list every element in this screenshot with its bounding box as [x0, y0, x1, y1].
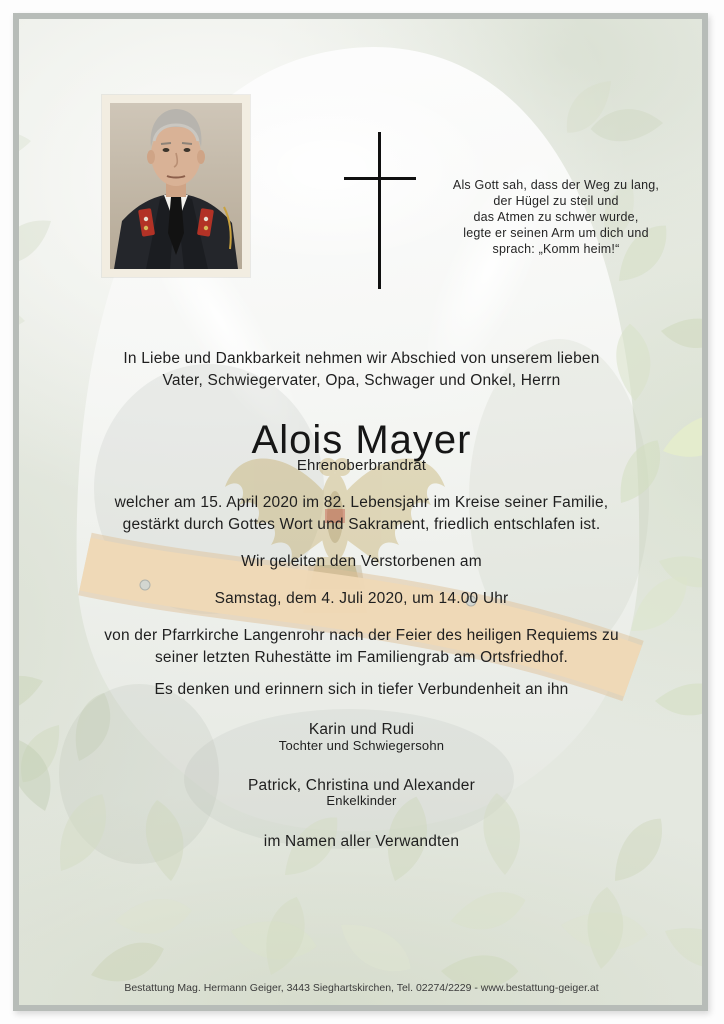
poem-line: das Atmen zu schwer wurde, [473, 210, 639, 224]
remembrance-line: Es denken und erinnern sich in tiefer Verbundenheit an ihn [154, 681, 569, 698]
funeral-datetime: Samstag, dem 4. Juli 2020, um 14.00 Uhr [214, 590, 509, 607]
cross-icon [344, 177, 416, 180]
honorific-title: Ehrenoberbrandrat [296, 457, 427, 474]
passing-line-1: welcher am 15. April 2020 im 82. Lebensjahr im Kreise seiner Familie, [114, 494, 609, 511]
farewell-poem [421, 177, 691, 257]
poem-line: sprach: „Komm heim!“ [492, 242, 620, 256]
intro-line-2: Vater, Schwiegervater, Opa, Schwager und Onkel, Herrn [162, 372, 561, 389]
portrait-photo [102, 95, 250, 277]
procession-intro: Wir geleiten den Verstorbenen am [241, 553, 482, 570]
poem-line: Als Gott sah, dass der Weg zu lang, [452, 178, 660, 192]
funeral-home-footer: Bestattung Mag. Hermann Geiger, 3443 Sieghartskirchen, Tel. 02274/2229 - www.bestattung-geiger.at [124, 982, 599, 994]
mourner-relation: Tochter und Schwiegersohn [278, 738, 445, 753]
passing-line-2: gestärkt durch Gottes Wort und Sakrament, friedlich entschlafen ist. [122, 516, 601, 533]
mourner-relation: Enkelkinder [326, 793, 397, 808]
route-line-2: seiner letzten Ruhestätte im Familiengrab am Ortsfriedhof. [154, 649, 569, 666]
poem-line: der Hügel zu steil und [493, 194, 619, 208]
closing-line: im Namen aller Verwandten [263, 833, 460, 850]
mourner-names: Patrick, Christina und Alexander [248, 777, 475, 794]
intro-line-1: In Liebe und Dankbarkeit nehmen wir Abschied von unserem lieben [123, 350, 600, 367]
poem-line: legte er seinen Arm um dich und [463, 226, 649, 240]
deceased-name: Alois Mayer [251, 418, 472, 462]
cross-icon [378, 132, 381, 289]
mourner-names: Karin und Rudi [308, 721, 415, 738]
route-line-1: von der Pfarrkirche Langenrohr nach der Feier des heiligen Requiems zu [104, 627, 619, 644]
